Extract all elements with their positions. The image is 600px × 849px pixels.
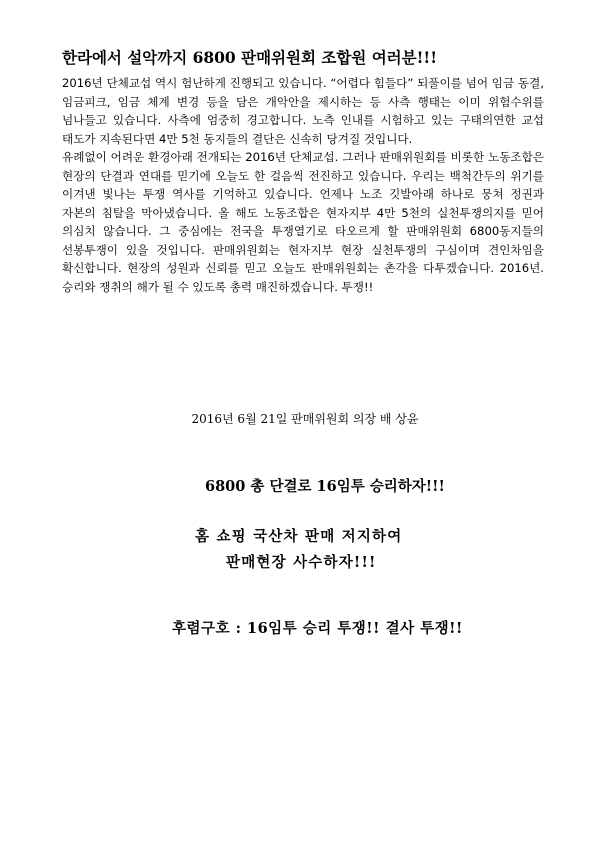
signature-line: 2016년 6월 21일 판매위원회 의장 배 상윤: [191, 412, 419, 426]
document-title: 한라에서 설악까지 6800 판매위원회 조합원 여러분!!!: [62, 48, 438, 67]
slogan-line: 판매현장 사수하자!!!: [226, 554, 377, 571]
body-paragraph: 유례없이 어려운 환경아래 전개되는 2016년 단체교섭. 그러나 판매위원회를 비롯한 노동조합은 현장의 단결과 연대를 믿기에 오늘도 한 걸음씩 전진하고 있습니다. 우리는 백척간두의 위기를 이겨낸 빛나는 투쟁 역사를 기억하고 있습니다. 언제나 노조 깃발아래 하나로 뭉쳐 정권과 자본의 침탈을 막아냈습니다. 올 해도 노동조합은 현자지부 4만 5천의 실천투쟁의지를 믿어 의심치 않습니다. 그 중심에는 전국을 투쟁열기로 타오르게 할 판매위원회 6800동지들의 선봉투쟁이 있을 것입니다. 판매위원회는 현자지부 현장 실천투쟁의 구심이며 견인차임을 확신합니다. 현장의 성원과 신뢰를 믿고 오늘도 판매위원회는 촌각을 다투겠습니다. 2016년. 승리와 쟁취의 해가 될 수 있도록 총력 매진하겠습니다. 투쟁!!: [62, 150, 544, 294]
body-paragraph: 2016년 단체교섭 역시 험난하게 진행되고 있습니다. “어렵다 힘들다” 되풀이를 넘어 임금 동결, 임금피크, 임금 체계 변경 등을 담은 개악안을 제시하는 등 사측 행태는 이미 위험수위를 넘나들고 있습니다. 사측에 엄중히 경고합니다. 노측 인내를 시험하고 있는 구태의연한 교섭 태도가 지속된다면 4만 5천 동지들의 결단은 신속히 당겨질 것입니다.: [62, 76, 544, 146]
chant-slogan: 후렴구호 : 16임투 승리 투쟁!! 결사 투쟁!!: [172, 620, 463, 637]
document-body: [62, 74, 544, 296]
slogan-line: 홈 쇼핑 국산차 판매 저지하여: [195, 528, 403, 545]
slogan-main: 6800 총 단결로 16임투 승리하자!!!: [205, 478, 445, 495]
